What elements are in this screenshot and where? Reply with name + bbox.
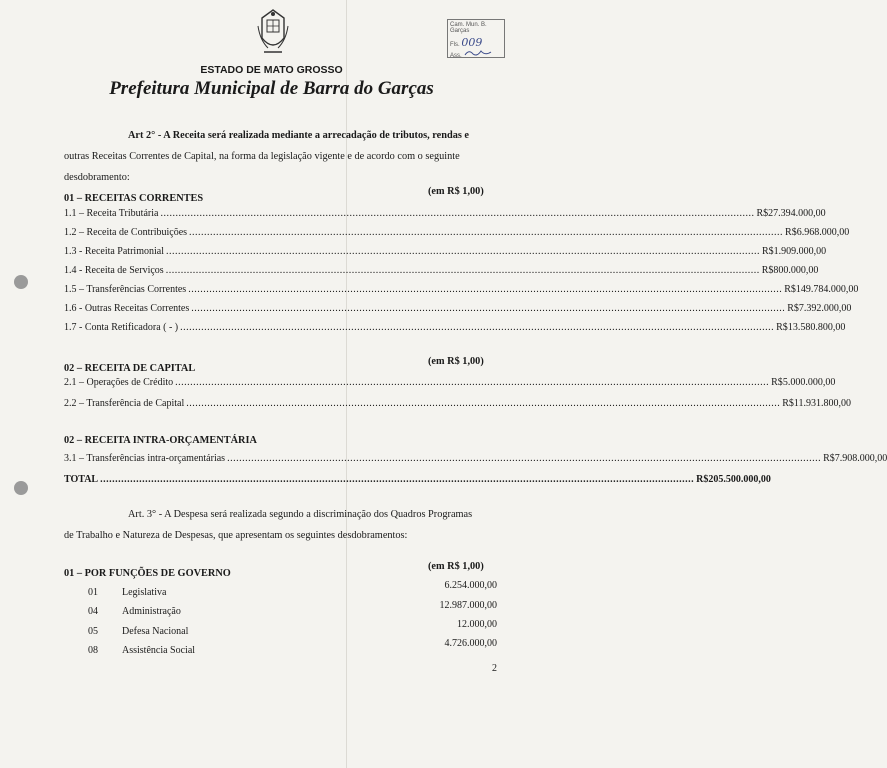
function-value: 12.987.000,00 — [439, 600, 497, 611]
section-title: 02 – RECEITA DE CAPITAL — [64, 363, 196, 374]
leader-dots: ...................................................................................................................................................................................................... — [186, 398, 781, 409]
row-currency: R$ — [776, 322, 788, 333]
function-label: Defesa Nacional — [122, 626, 189, 637]
section-title: 01 – RECEITAS CORRENTES — [64, 193, 204, 204]
row-currency: R$ — [784, 284, 796, 295]
row-label: 2.1 – Operações de Crédito — [64, 377, 174, 388]
stamp-fls-value: 009 — [461, 36, 483, 49]
table-row — [64, 246, 827, 260]
total-row — [64, 474, 771, 488]
row-label: 2.2 – Transferência de Capital — [64, 398, 185, 409]
leader-dots: ...................................................................................................................................................................................................... — [165, 246, 760, 257]
leader-dots: ...................................................................................................................................................................................................... — [191, 303, 786, 314]
municipality-heading: Prefeitura Municipal de Barra do Garças — [109, 78, 434, 99]
table-row — [64, 208, 826, 222]
chamber-stamp — [447, 19, 505, 58]
state-heading: ESTADO DE MATO GROSSO — [200, 64, 343, 76]
row-currency: R$ — [761, 265, 774, 276]
table-row — [64, 377, 836, 391]
total-value: 205.500.000,00 — [708, 474, 771, 485]
leader-dots: ...................................................................................................................................................................................................... — [188, 284, 783, 295]
art3-line2: de Trabalho e Natureza de Despesas, que apresentam os seguintes desdobramentos: — [64, 530, 408, 541]
row-value: 11.931.800,00 — [793, 398, 852, 409]
row-currency: R$ — [823, 453, 835, 464]
stamp-title: Cam. Mun. B. Garças — [450, 22, 487, 34]
function-code: 05 — [88, 626, 98, 637]
row-currency: R$ — [782, 398, 794, 409]
section-unit: (em R$ 1,00) — [428, 561, 484, 572]
function-value: 6.254.000,00 — [444, 580, 497, 591]
function-label: Administração — [122, 606, 181, 617]
table-row — [64, 284, 859, 298]
art2-line2: outras Receitas Correntes de Capital, na forma da legislação vigente e de acordo com o seguinte — [64, 151, 460, 162]
row-label: 1.3 - Receita Patrimonial — [64, 246, 164, 257]
row-label: 1.2 – Receita de Contribuições — [64, 227, 188, 238]
row-value: 7.908.000,00 — [834, 453, 887, 464]
row-value: 6.968.000,00 — [796, 227, 850, 238]
row-value: 5.000.000,00 — [782, 377, 836, 388]
leader-dots: ...................................................................................................................................................................................................... — [100, 474, 695, 485]
function-code: 08 — [88, 645, 98, 656]
punch-hole — [14, 481, 28, 495]
leader-dots: ...................................................................................................................................................................................................... — [180, 322, 775, 333]
section-title: 02 – RECEITA INTRA-ORÇAMENTÁRIA — [64, 435, 257, 446]
row-currency: R$ — [761, 246, 774, 257]
table-row — [64, 227, 850, 241]
row-value: 800.000,00 — [773, 265, 819, 276]
table-row — [64, 265, 819, 279]
leader-dots: ...................................................................................................................................................................................................... — [165, 265, 760, 276]
row-value: 27.394.000,00 — [768, 208, 826, 219]
row-currency: R$ — [785, 227, 797, 238]
row-currency: R$ — [756, 208, 769, 219]
punch-hole — [14, 275, 28, 289]
function-value: 12.000,00 — [457, 619, 497, 630]
art2-line3: desdobramento: — [64, 172, 130, 183]
art2-line1: Art 2° - A Receita será realizada mediante a arrecadação de tributos, rendas e — [128, 130, 469, 141]
section-title: 01 – POR FUNÇÕES DE GOVERNO — [64, 568, 231, 579]
stamp-fls-label: Fls. — [450, 42, 460, 48]
signature-icon — [463, 49, 493, 57]
row-label: 1.6 - Outras Receitas Correntes — [64, 303, 190, 314]
function-code: 04 — [88, 606, 98, 617]
function-value: 4.726.000,00 — [444, 638, 497, 649]
coat-of-arms-icon — [256, 8, 290, 56]
row-label: 1.1 – Receita Tributária — [64, 208, 159, 219]
total-label: TOTAL — [64, 474, 99, 485]
row-value: 149.784.000,00 — [795, 284, 859, 295]
leader-dots: ...................................................................................................................................................................................................... — [189, 227, 784, 238]
function-label: Legislativa — [122, 587, 167, 598]
table-row — [64, 453, 887, 467]
row-label: 1.4 - Receita de Serviços — [64, 265, 164, 276]
row-value: 1.909.000,00 — [773, 246, 827, 257]
table-row — [64, 322, 846, 336]
section-unit: (em R$ 1,00) — [428, 186, 484, 197]
section-unit: (em R$ 1,00) — [428, 356, 484, 367]
leader-dots: ...................................................................................................................................................................................................... — [227, 453, 822, 464]
function-code: 01 — [88, 587, 98, 598]
table-row — [64, 398, 852, 412]
row-label: 1.7 - Conta Retificadora ( - ) — [64, 322, 179, 333]
leader-dots: ...................................................................................................................................................................................................... — [160, 208, 755, 219]
art3-line1: Art. 3° - A Despesa será realizada segundo a discriminação dos Quadros Programas — [128, 509, 473, 520]
function-label: Assistência Social — [122, 645, 196, 656]
leader-dots: ...................................................................................................................................................................................................... — [175, 377, 770, 388]
stamp-ass-label: Ass. — [450, 53, 462, 59]
row-value: 7.392.000,00 — [798, 303, 852, 314]
row-label: 3.1 – Transferências intra-orçamentárias — [64, 453, 226, 464]
row-label: 1.5 – Transferências Correntes — [64, 284, 187, 295]
table-row — [64, 303, 852, 317]
row-currency: R$ — [771, 377, 783, 388]
row-value: 13.580.800,00 — [787, 322, 846, 333]
total-currency: R$ — [696, 474, 709, 485]
row-currency: R$ — [787, 303, 799, 314]
page-number: 2 — [492, 663, 497, 674]
